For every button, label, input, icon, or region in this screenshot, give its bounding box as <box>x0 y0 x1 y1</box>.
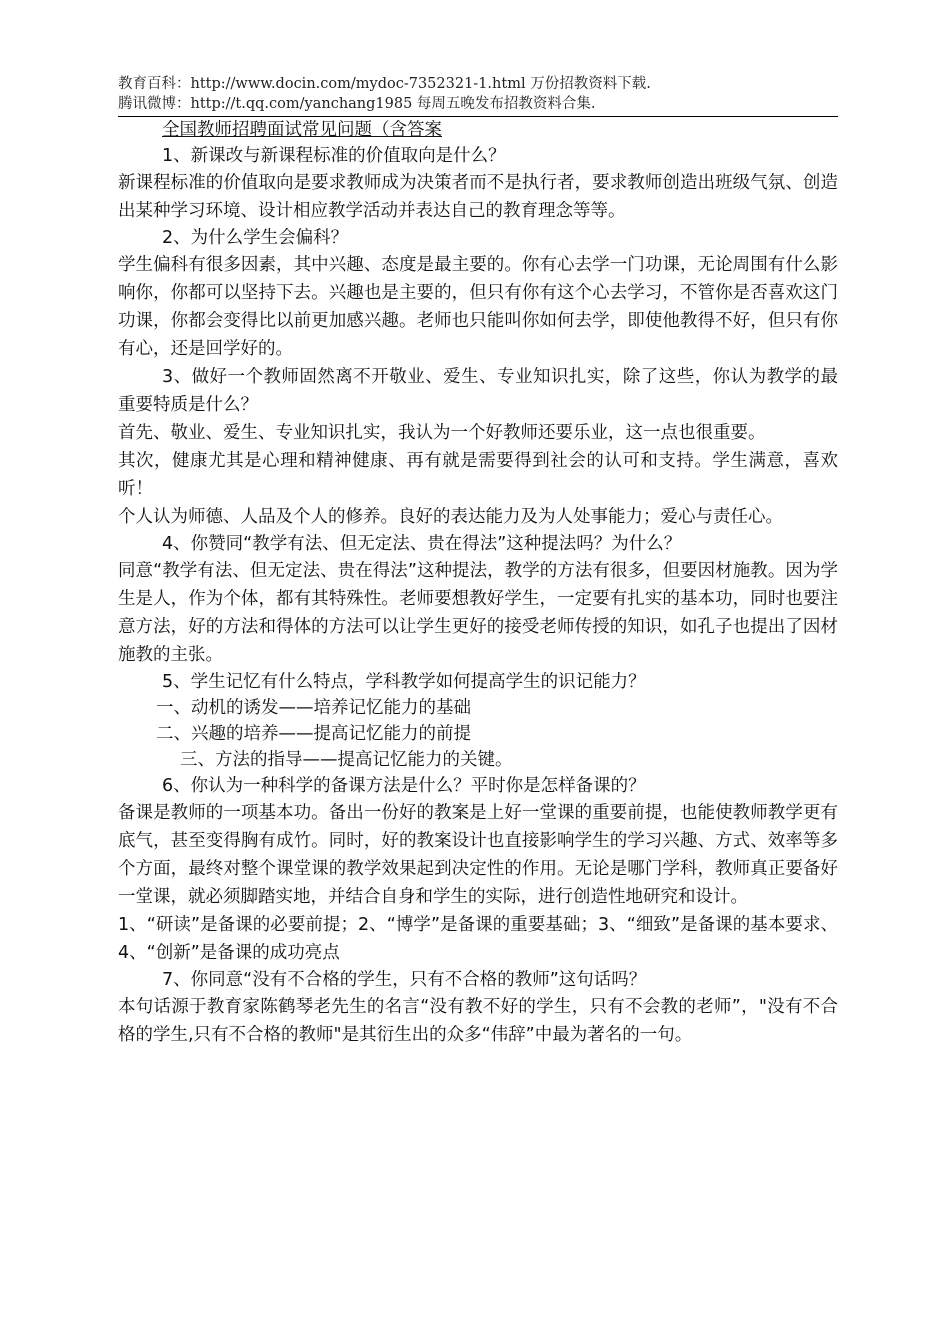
question-4: 4、你赞同“教学有法、但无定法、贵在得法”这种提法吗？为什么？ <box>162 534 682 554</box>
question-6: 6、你认为一种科学的备课方法是什么？平时你是怎样备课的？ <box>162 776 646 796</box>
answer-5-point2: 二、兴趣的培养——提高记忆能力的前提 <box>156 724 471 744</box>
answer-5-point3: 三、方法的指导——提高记忆能力的关键。 <box>180 750 513 770</box>
answer-2: 学生偏科有很多因素，其中兴趣、态度是最主要的。你有心去学一门功课，无论周围有什么影响你，你都可以坚持下去。兴趣也是主要的，但只有你有这个心去学习，不管你是否喜欢这门功课，你都会变得比以前更加感兴趣。老师也只能叫你如何去学，即使他教得不好，但只有你有心，还是回学好的。 <box>118 255 838 359</box>
question-7: 7、你同意“没有不合格的学生，只有不合格的教师”这句话吗？ <box>162 970 647 990</box>
answer-3-part3: 个人认为师德、人品及个人的修养。良好的表达能力及为人处事能力；爱心与责任心。 <box>118 507 783 527</box>
document-page <box>118 74 838 1049</box>
answer-5-point1: 一、动机的诱发——培养记忆能力的基础 <box>156 698 471 718</box>
answer-4: 同意“教学有法、但无定法、贵在得法”这种提法，教学的方法有很多，但要因材施教。因为学生是人，作为个体，都有其特殊性。老师要想教好学生，一定要有扎实的基本功，同时也要注意方法，好的方法和得体的方法可以让学生更好的接受老师传授的知识，如孔子也提出了因材施教的主张。 <box>118 561 838 665</box>
answer-3-part1: 首先、敬业、爱生、专业知识扎实，我认为一个好教师还要乐业，这一点也很重要。 <box>118 423 766 443</box>
question-1: 1、新课改与新课程标准的价值取向是什么？ <box>162 146 506 166</box>
answer-1: 新课程标准的价值取向是要求教师成为决策者而不是执行者，要求教师创造出班级气氛、创造出某种学习环境、设计相应教学活动并表达自己的教育理念等等。 <box>118 173 838 221</box>
question-3: 3、做好一个教师固然离不开敬业、爱生、专业知识扎实，除了这些，你认为教学的最重要特质是什么？ <box>118 367 838 415</box>
page-title: 全国教师招聘面试常见问题（含答案 <box>162 120 442 140</box>
question-2: 2、为什么学生会偏科？ <box>162 228 349 248</box>
answer-6-part1: 备课是教师的一项基本功。备出一份好的教案是上好一堂课的重要前提，也能使教师教学更有底气，甚至变得胸有成竹。同时，好的教案设计也直接影响学生的学习兴趣、方式、效率等多个方面，最终对整个课堂课的教学效果起到决定性的作用。无论是哪门学科，教师真正要备好一堂课，就必须脚踏实地，并结合自身和学生的实际，进行创造性地研究和设计。 <box>118 803 838 907</box>
answer-6-part2: 1、“研读”是备课的必要前提；2、“博学”是备课的重要基础；3、“细致”是备课的基本要求、4、“创新”是备课的成功亮点 <box>118 915 838 963</box>
header-line-docin: 教育百科：http://www.docin.com/mydoc-7352321-1.html 万份招教资料下载. <box>118 76 651 92</box>
header-line-weibo: 腾讯微博：http://t.qq.com/yanchang1985 每周五晚发布招教资料合集. <box>118 96 596 112</box>
question-5: 5、学生记忆有什么特点，学科教学如何提高学生的识记能力？ <box>162 672 646 692</box>
answer-7: 本句话源于教育家陈鹤琴老先生的名言“没有教不好的学生，只有不会教的老师”，"没有不合格的学生,只有不合格的教师"是其衍生出的众多“伟辞”中最为著名的一句。 <box>118 997 838 1045</box>
answer-3-part2: 其次，健康尤其是心理和精神健康、再有就是需要得到社会的认可和支持。学生满意，喜欢听！ <box>118 451 838 499</box>
